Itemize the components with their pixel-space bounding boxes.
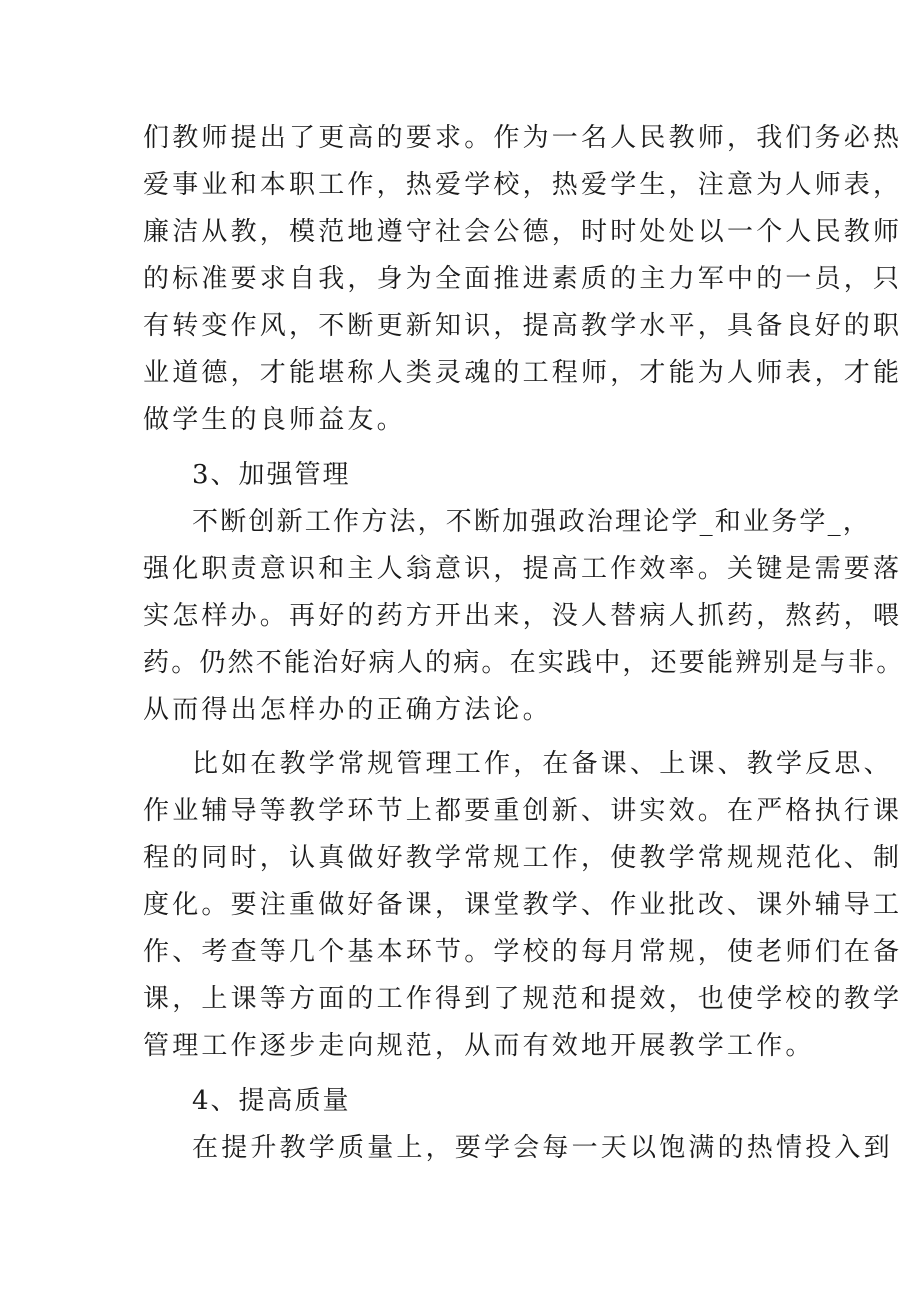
paragraph-line: 强化职责意识和主人翁意识，提高工作效率。关键是需要落 <box>143 554 903 584</box>
paragraph-line: 不断创新工作方法，不断加强政治理论学_和业务学_， <box>192 507 872 537</box>
paragraph-line: 有转变作风，不断更新知识，提高教学水平，具备良好的职 <box>143 311 903 341</box>
paragraph-line: 作业辅导等教学环节上都要重创新、讲实效。在严格执行课 <box>143 796 903 826</box>
paragraph-line: 比如在教学常规管理工作，在备课、上课、教学反思、 <box>192 749 893 779</box>
paragraph-line: 在提升教学质量上，要学会每一天以饱满的热情投入到 <box>192 1133 893 1163</box>
section-heading: 3、加强管理 <box>192 460 351 490</box>
paragraph-line: 程的同时，认真做好教学常规工作，使教学常规规范化、制 <box>143 843 903 873</box>
paragraph-line: 业道德，才能堪称人类灵魂的工程师，才能为人师表，才能 <box>143 358 903 388</box>
paragraph-line: 度化。要注重做好备课，课堂教学、作业批改、课外辅导工 <box>143 890 903 920</box>
paragraph-line: 从而得出怎样办的正确方法论。 <box>143 695 552 725</box>
paragraph-line: 药。仍然不能治好病人的病。在实践中，还要能辨别是与非。 <box>143 648 905 678</box>
paragraph-line: 爱事业和本职工作，热爱学校，热爱学生，注意为人师表， <box>143 170 903 200</box>
paragraph-line: 的标准要求自我，身为全面推进素质的主力军中的一员，只 <box>143 264 903 294</box>
paragraph-line: 实怎样办。再好的药方开出来，没人替病人抓药，熬药，喂 <box>143 601 903 631</box>
paragraph-line: 做学生的良师益友。 <box>143 405 406 435</box>
paragraph-line: 廉洁从教，模范地遵守社会公德，时时处处以一个人民教师 <box>143 217 903 247</box>
section-heading: 4、提高质量 <box>192 1086 351 1116</box>
paragraph-line: 们教师提出了更高的要求。作为一名人民教师，我们务必热 <box>143 123 903 153</box>
paragraph-line: 管理工作逐步走向规范，从而有效地开展教学工作。 <box>143 1031 815 1061</box>
paragraph-line: 课，上课等方面的工作得到了规范和提效，也使学校的教学 <box>143 984 903 1014</box>
paragraph-line: 作、考查等几个基本环节。学校的每月常规，使老师们在备 <box>143 937 903 967</box>
